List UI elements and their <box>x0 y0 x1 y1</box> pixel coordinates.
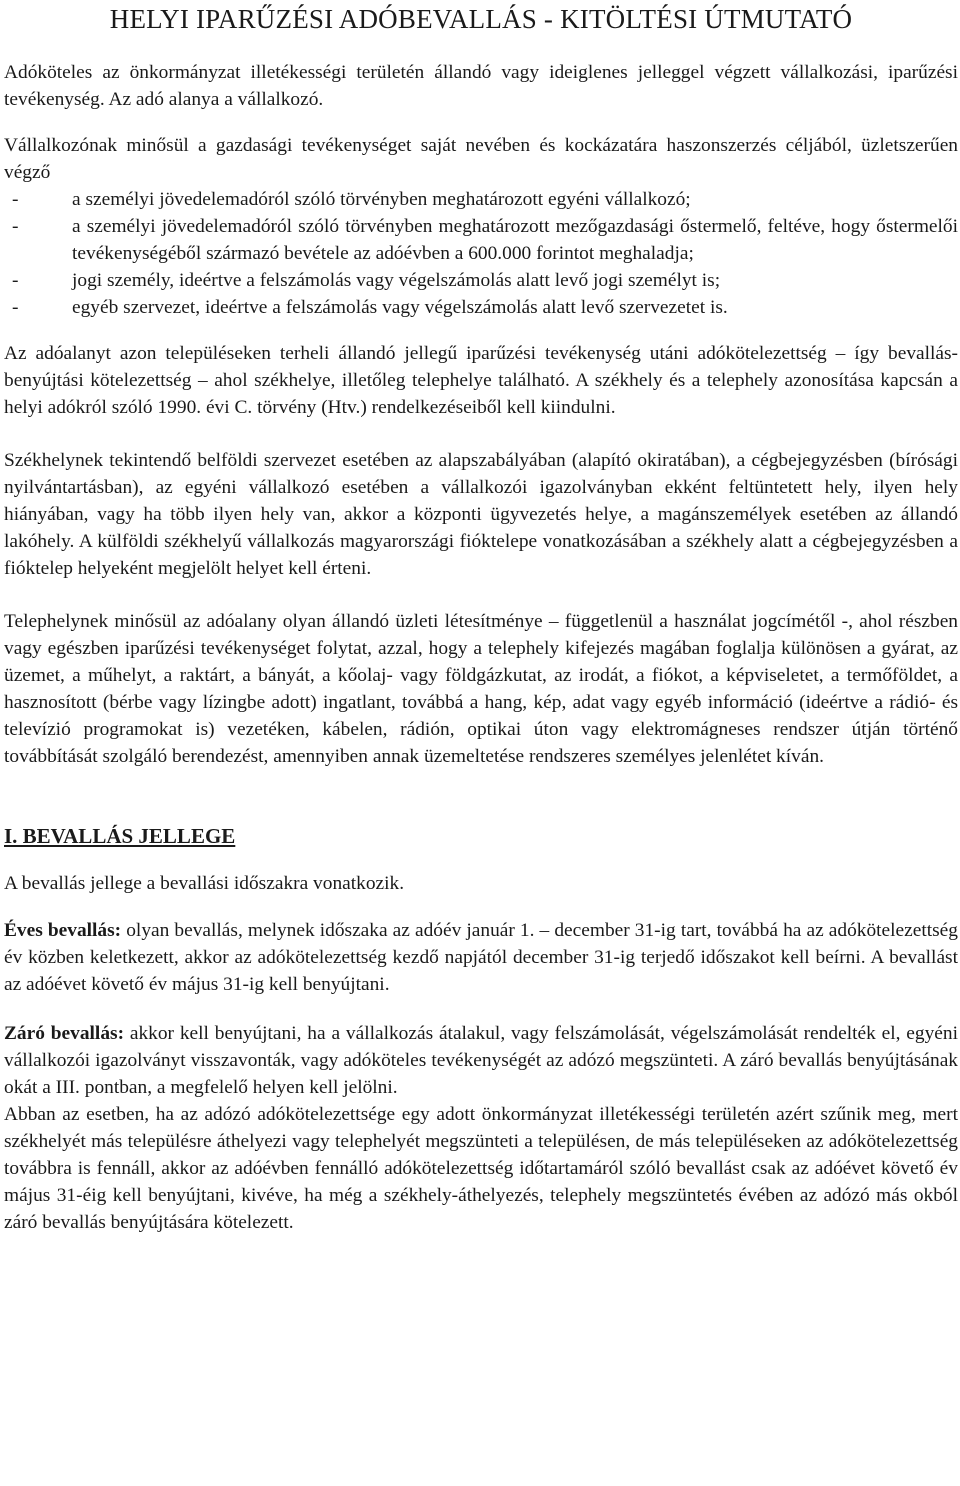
list-item-text: a személyi jövedelemadóról szóló törvényben meghatározott mezőgazdasági őstermelő, feltéve, hogy őstermelői tevékenységéből származó bevétele az adóévben a 600.000 forintot meghaladja; <box>72 216 958 264</box>
list-item-text: egyéb szervezet, ideértve a felszámolás vagy végelszámolás alatt levő szervezetet is. <box>72 297 728 318</box>
list-item <box>4 267 958 294</box>
spacer <box>4 582 958 608</box>
spacer <box>4 113 958 132</box>
list-item <box>4 294 958 321</box>
entrepreneur-lead: Vállalkozónak minősül a gazdasági tevékenységet saját nevében és kockázatára haszonszerzés céljából, üzletszerűen végző <box>4 135 958 183</box>
section-heading: I. BEVALLÁS JELLEGE <box>4 824 236 848</box>
closing-return-text: akkor kell benyújtani, ha a vállalkozás átalakul, vagy felszámolását, végelszámolását rendelték el, egyéni vállalkozói igazolványt visszavonták, vagy adóköteles tevékenységét az adózó megszünteti. A záró bevallás benyújtásának okát a III. pontban, a megfelelő helyen kell jelölni. <box>4 1023 958 1098</box>
closing-extra-paragraph: Abban az esetben, ha az adózó adókötelezettsége egy adott önkormányzat illetékességi területén azért szűnik meg, mert székhelyét más településre áthelyezi vagy telephelyét megszünteti a településen, de más településeken az adókötelezettség továbbra is fennáll, akkor az adóévben fennálló adókötelezettség időtartamáról szóló bevallást csak az adóévet követő év május 31-éig kell benyújtani, kivéve, ha még a székhely-áthelyezés, telephely megszüntetés évében az adózó más okból záró bevallás benyújtására kötelezett. <box>4 1104 958 1233</box>
spacer <box>4 850 958 870</box>
section-intro: A bevallás jellege a bevallási időszakra vonatkozik. <box>4 873 405 894</box>
closing-return-paragraph <box>4 1020 958 1101</box>
site-paragraph: Telephelynek minősül az adóalany olyan állandó üzleti létesítménye – függetlenül a használat jogcímétől -, ahol részben vagy egészben iparűzési tevékenységet folytat, azzal, hogy a telephely kifejezés magában foglalja különösen a gyárat, az üzemet, a műhelyt, a raktárt, a bányát, a kőolaj- vagy földgázkutat, az irodát, a fiókot, a képviseletet, a termőföldet, a hasznosított (bérbe vagy lízingbe adott) ingatlant, továbbá a hang, kép, adat vagy egyéb információ (ideértve a rádió- és televízió programokat is) vezetéken, kábelen, rádión, optikai úton vagy elektromágneses rendszer útján történő továbbítását szolgáló berendezést, amennyiben annak üzemeltetése rendszeres személyes jelenlétet kíván. <box>4 611 958 767</box>
list-item <box>4 186 958 213</box>
intro-paragraph: Adóköteles az önkormányzat illetékességi területén állandó vagy ideiglenes jelleggel végzett vállalkozási, iparűzési tevékenység. Az adó alanya a vállalkozó. <box>4 62 958 110</box>
list-item-text: a személyi jövedelemadóról szóló törvényben meghatározott egyéni vállalkozó; <box>72 189 691 210</box>
spacer <box>4 421 958 447</box>
annual-return-text: olyan bevallás, melynek időszaka az adóév január 1. – december 31-ig tart, továbbá ha az adókötelezettség év közben keletkezett, akkor az adókötelezettség kezdő napjától december 31-ig terjedő időszakot kell beírni. A bevallást az adóévet követő év május 31-ig kell benyújtani. <box>4 920 958 995</box>
spacer <box>4 36 958 59</box>
entrepreneur-list <box>4 186 958 321</box>
spacer <box>4 998 958 1020</box>
document-page <box>4 0 958 1236</box>
dash-bullet: - <box>12 216 19 237</box>
closing-return-label: Záró bevallás: <box>4 1023 125 1044</box>
seat-paragraph: Székhelynek tekintendő belföldi szervezet esetében az alapszabályában (alapító okiratában), a cégbejegyzésben (bírósági nyilvántartásban), az egyéni vállalkozó esetében a vállalkozói igazolványban ekként feltüntetett hely, ilyen hely hiányában, vagy ha több ilyen hely van, akkor a központi ügyvezetés helye, a magánszemélyek esetében az állandó lakóhely. A külföldi székhelyű vállalkozás magyarországi fióktelepe vonatkozásában a székhely alatt a cégbejegyzésben a fióktelep helyeként megjelölt helyet kell érteni. <box>4 450 958 579</box>
spacer <box>4 321 958 340</box>
dash-bullet: - <box>12 270 19 291</box>
list-item <box>4 213 958 267</box>
annual-return-paragraph <box>4 917 958 998</box>
dash-bullet: - <box>12 189 19 210</box>
page-title: HELYI IPARŰZÉSI ADÓBEVALLÁS - KITÖLTÉSI ÚTMUTATÓ <box>109 4 853 34</box>
spacer <box>4 770 958 822</box>
obligation-paragraph: Az adóalanyt azon településeken terheli állandó jellegű iparűzési tevékenység utáni adókötelezettség – így bevallás-benyújtási kötelezettség – ahol székhelye, illetőleg telephelye található. A székhely és a telephely azonosítása kapcsán a helyi adókról szóló 1990. évi C. törvény (Htv.) rendelkezéseiből kell kiindulni. <box>4 343 958 418</box>
dash-bullet: - <box>12 297 19 318</box>
annual-return-label: Éves bevallás: <box>4 920 122 941</box>
spacer <box>4 897 958 917</box>
list-item-text: jogi személy, ideértve a felszámolás vagy végelszámolás alatt levő jogi személyt is; <box>72 270 721 291</box>
